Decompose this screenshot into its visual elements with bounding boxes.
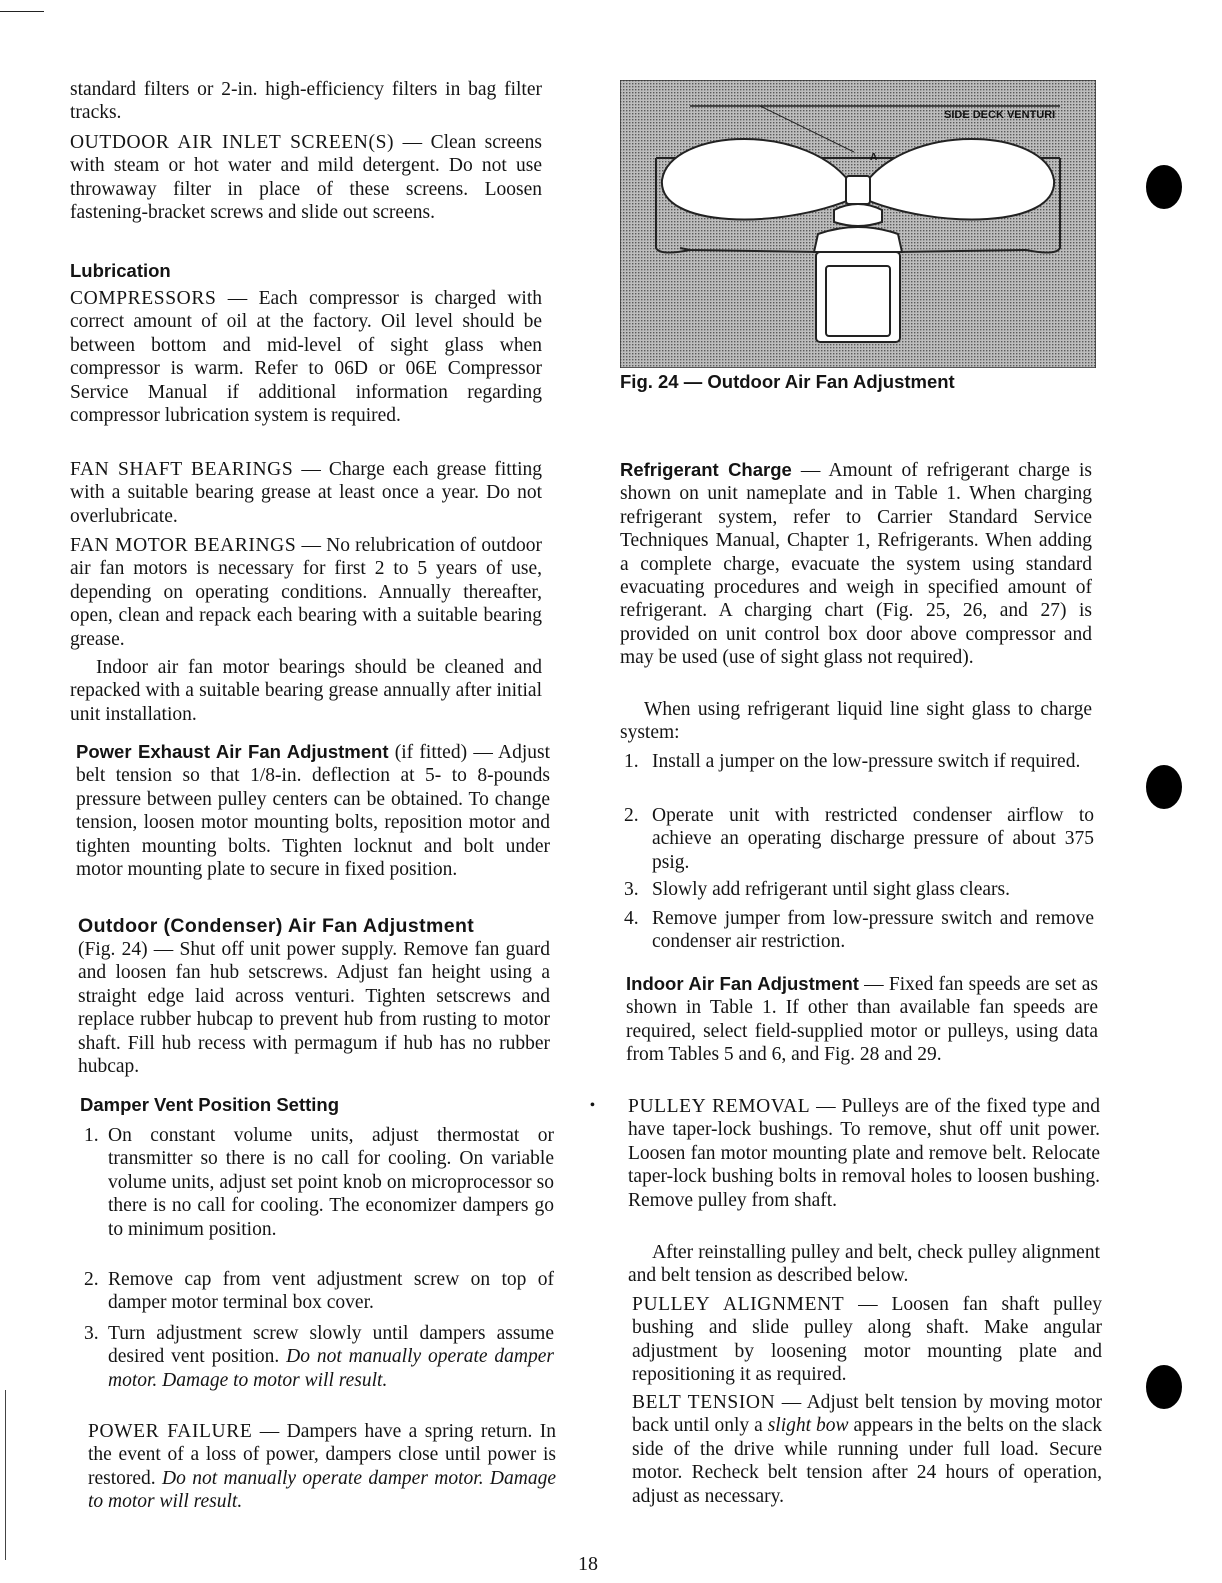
fan-shaft-text: — Charge each grease fitting with a suitable bearing grease at least once a year. Do not overlubricate.	[70, 459, 542, 527]
figure-marker: A	[870, 152, 878, 163]
belt-tension-paragraph	[632, 1391, 1102, 1508]
step-text-plain: Turn adjustment screw slowly until dampers assume desired vent position.	[108, 1323, 554, 1368]
belt-tension-text-b: appears in the belts on the slack side of the drive while running under full load. Secure motor. Recheck belt tension after 24 hours of operation, adjust as necessary.	[632, 1415, 1102, 1507]
step-number: 2.	[624, 805, 639, 826]
fan-shaft-lead: FAN SHAFT BEARINGS	[70, 459, 294, 480]
step-number: 2.	[84, 1269, 99, 1290]
outdoor-fan-heading: Outdoor (Condenser) Air Fan Adjustment	[78, 915, 475, 937]
fan-motor-paragraph	[70, 534, 542, 651]
binder-hole-mark-3	[1146, 1365, 1182, 1409]
step-number: 3.	[84, 1323, 99, 1344]
outdoor-screen-lead: OUTDOOR AIR INLET SCREEN(S)	[70, 132, 395, 153]
pulley-alignment-text: — Loosen fan shaft pulley bushing and slide pulley along shaft. Make angular adjustment by loosening motor mounting plate and repositioning it as required.	[632, 1294, 1102, 1386]
top-rule	[0, 11, 44, 12]
power-failure-text: — Dampers have a spring return. In the event of a loss of power, dampers close until power is restored.	[88, 1421, 556, 1489]
step-number: 4.	[624, 908, 639, 929]
fan-shaft-paragraph	[70, 458, 542, 528]
lubrication-heading: Lubrication	[70, 260, 171, 281]
indoor-fan-text: — Fixed fan speeds are set as shown in Table 1. If other than available fan speeds are required, select field-supplied motor or pulleys, using data from Tables 5 and 6, and Fig. 28 and 29.	[626, 974, 1099, 1066]
belt-tension-emphasis: slight bow	[767, 1415, 849, 1437]
step-number: 3.	[624, 879, 639, 900]
damper-step-1	[84, 1124, 554, 1241]
figure-label: SIDE DECK VENTURI	[944, 109, 1056, 121]
compressors-lead: COMPRESSORS	[70, 288, 217, 309]
outdoor-fan-paragraph: (Fig. 24) — Shut off unit power supply. Remove fan guard and loosen fan hub setscrews. Adjust fan height using a straight edge laid across venturi. Tighten setscrews and replace rubber hubcap to prevent hub from rusting to motor shaft. Fill hub recess with permagum if hub has no rubber hubcap.	[78, 939, 550, 1078]
page-number: 18	[578, 1553, 598, 1575]
charge-step-1	[624, 750, 1094, 773]
pulley-removal-lead: PULLEY REMOVAL	[628, 1096, 811, 1117]
margin-mark: •	[590, 1098, 595, 1113]
damper-heading: Damper Vent Position Setting	[80, 1094, 340, 1115]
power-exhaust-text: (if fitted) — Adjust belt tension so that 1/8-in. deflection at 5- to 8-pounds pressure between pulley centers can be obtained. To change tension, loosen motor mounting bolts, reposition motor and tighten mounting bolts. Tighten locknut and bolt under motor mounting plate to secure in fixed position.	[76, 742, 550, 881]
pulley-alignment-lead: PULLEY ALIGNMENT	[632, 1294, 845, 1315]
step-text: Install a jumper on the low-pressure switch if required.	[652, 751, 1081, 772]
charge-step-4	[624, 907, 1094, 954]
step-text: Remove cap from vent adjustment screw on top of damper motor terminal box cover.	[108, 1269, 554, 1314]
sight-glass-paragraph: When using refrigerant liquid line sight glass to charge system:	[620, 699, 1092, 744]
charge-step-2	[624, 804, 1094, 874]
figure-caption: Fig. 24 — Outdoor Air Fan Adjustment	[620, 371, 955, 392]
refrigerant-text: — Amount of refrigerant charge is shown on unit nameplate and in Table 1. When charging refrigerant system, refer to Carrier Standard Service Techniques Manual, Chapter 1, Refrigerants. When adding a complete charge, evacuate the system using standard evacuating procedures and weigh in specified amount of refrigerant. A charging chart (Fig. 25, 26, and 27) is provided on unit control box door above compressor and may be used (use of sight glass not required).	[620, 460, 1092, 669]
step-warning: Do not manually operate damper motor. Damage to motor will result.	[108, 1346, 554, 1391]
step-text: Remove jumper from low-pressure switch and remove condenser air restriction.	[652, 908, 1094, 953]
fan-motor	[814, 227, 902, 342]
power-exhaust-paragraph	[76, 740, 550, 881]
indoor-fan-paragraph	[626, 972, 1098, 1067]
intro-paragraph: standard filters or 2-in. high-efficiency filters in bag filter tracks.	[70, 79, 542, 124]
binder-hole-mark-1	[1146, 165, 1182, 209]
refrigerant-paragraph	[620, 458, 1092, 670]
refrigerant-heading: Refrigerant Charge	[620, 459, 792, 480]
power-failure-paragraph	[88, 1420, 556, 1514]
charge-step-3	[624, 878, 1094, 901]
step-text: Operate unit with restricted condenser airflow to achieve an operating discharge pressure of about 375 psig.	[652, 805, 1094, 873]
pulley-alignment-paragraph	[632, 1293, 1102, 1387]
step-number: 1.	[84, 1125, 99, 1146]
step-number: 1.	[624, 751, 639, 772]
step-text	[108, 1322, 554, 1392]
power-failure-lead: POWER FAILURE	[88, 1421, 253, 1442]
compressors-text: — Each compressor is charged with correct amount of oil at the factory. Oil level should be between bottom and mid-level of sight glass when compressor is warm. Refer to 06D or 06E Compressor Service Manual if additional information regarding compressor lubrication system is required.	[70, 288, 542, 427]
binder-hole-mark-2	[1146, 765, 1182, 809]
outdoor-screen-text: — Clean screens with steam or hot water and mild detergent. Do not use throwaway filter in place of these screens. Loosen fastening-bracket screws and slide out screens.	[70, 132, 542, 224]
pulley-removal-text: — Pulleys are of the fixed type and have taper-lock bushings. To remove, shut off unit power. Loosen fan motor mounting plate and remove belt. Relocate taper-lock bushing bolts in removal holes to loosen bushing. Remove pulley from shaft.	[628, 1096, 1100, 1211]
step-text: Slowly add refrigerant until sight glass clears.	[652, 879, 1010, 900]
belt-tension-lead: BELT TENSION	[632, 1392, 776, 1413]
power-failure-warning: Do not manually operate damper motor. Damage to motor will result.	[88, 1467, 556, 1513]
step-text: On constant volume units, adjust thermostat or transmitter so there is no call for cooling. On variable volume units, adjust set point knob on microprocessor so there is no call for cooling. The economizer dampers go to minimum position.	[108, 1125, 554, 1240]
pulley-removal-paragraph	[628, 1095, 1100, 1212]
indoor-motor-paragraph: Indoor air fan motor bearings should be cleaned and repacked with a suitable bearing grease annually after initial unit installation.	[70, 657, 542, 725]
fan-motor-text: — No relubrication of outdoor air fan motors is necessary for first 2 to 5 years of use, depending on operating conditions. Annually thereafter, open, clean and repack each bearing with a suitable bearing grease.	[70, 535, 542, 650]
reinstall-paragraph: After reinstalling pulley and belt, check pulley alignment and belt tension as described below.	[628, 1242, 1100, 1287]
outdoor-screen-paragraph	[70, 131, 542, 225]
damper-step-3	[84, 1322, 554, 1392]
figure-24-illustration	[620, 80, 1096, 368]
power-exhaust-heading: Power Exhaust Air Fan Adjustment	[76, 741, 389, 762]
indoor-fan-heading: Indoor Air Fan Adjustment	[626, 973, 859, 994]
fan-motor-lead: FAN MOTOR BEARINGS	[70, 535, 297, 556]
compressors-paragraph	[70, 287, 542, 427]
belt-tension-text-a: — Adjust belt tension by moving motor back until only a	[632, 1392, 1102, 1437]
left-margin-rule	[5, 1390, 6, 1560]
damper-step-2	[84, 1268, 554, 1315]
